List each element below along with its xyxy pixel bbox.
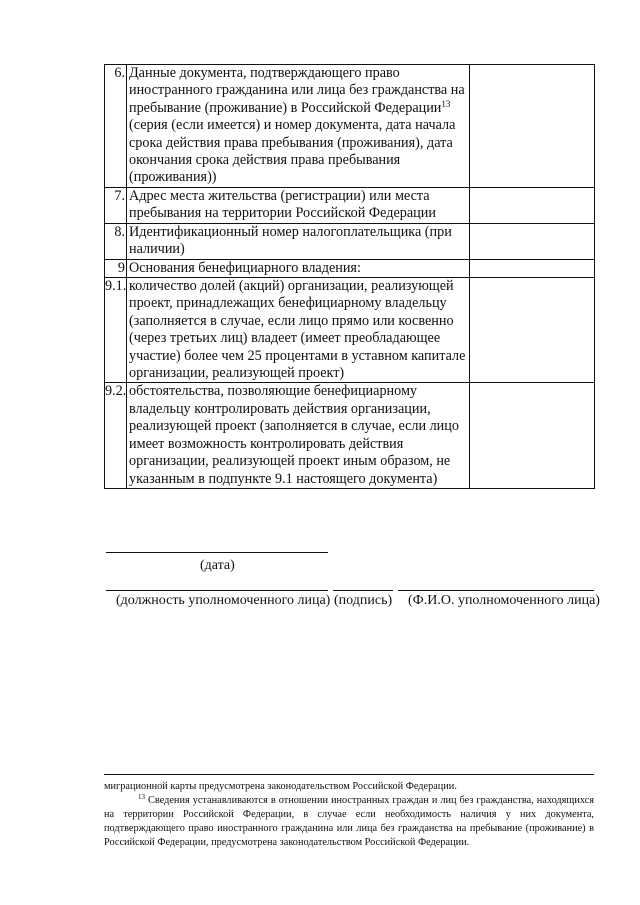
table-row (105, 259, 595, 277)
beneficiary-info-table (104, 64, 595, 489)
position-line[interactable] (106, 590, 328, 591)
row-number: 9.1. (105, 278, 127, 383)
value-cell[interactable] (470, 223, 595, 259)
value-cell[interactable] (470, 383, 595, 488)
row-number: 9 (105, 259, 127, 277)
table-row (105, 223, 595, 259)
footnote-text: Сведения устанавливаются в отношении иностранных граждан и лиц без гражданства, находящихся на территории Российской Федерации, в случае если необходимость наличия у них документа, подтверждающего право иностранного гражданина или лица без гражданства на пребывание (проживание) в Российской Федерации, предусмотрена законодательством Российской Федерации. (104, 795, 594, 848)
row-text-part: Данные документа, подтверждающего право иностранного гражданина или лица без гражданства на пребывание (проживание) в Российской Федерации (129, 65, 465, 116)
name-label: (Ф.И.О. уполномоченного лица) (408, 593, 600, 608)
footnotes (104, 780, 594, 850)
table-row (105, 188, 595, 224)
value-cell[interactable] (470, 278, 595, 383)
row-text: Основания бенефициарного владения: (127, 259, 470, 277)
footnote-separator (104, 774, 594, 775)
signature-label: (подпись) (334, 593, 393, 608)
date-label: (дата) (200, 558, 235, 573)
row-text: количество долей (акций) организации, реализующей проект, принадлежащих бенефициарному владельцу (заполняется в случае, если лицо прямо или косвенно (через третьих лиц) владеет (имеет преобладающее участие) более чем 25 процентами в уставном капитале организации, реализующей проект) (127, 278, 470, 383)
footnote-ref: 13 (441, 98, 451, 109)
row-number: 9.2. (105, 383, 127, 488)
position-label: (должность уполномоченного лица) (116, 593, 331, 608)
row-text: Идентификационный номер налогоплательщика (при наличии) (127, 223, 470, 259)
date-line[interactable] (106, 552, 328, 553)
row-number: 8. (105, 223, 127, 259)
row-text (127, 65, 470, 188)
row-text: обстоятельства, позволяющие бенефициарному владельцу контролировать действия организации, реализующей проект (заполняется в случае, если лицо имеет возможность контролировать действия организации, реализующей проект иным образом, не указанным в подпункте 9.1 настоящего документа) (127, 383, 470, 488)
row-number: 7. (105, 188, 127, 224)
row-number: 6. (105, 65, 127, 188)
name-line[interactable] (398, 590, 594, 591)
value-cell[interactable] (470, 188, 595, 224)
footnote-marker: 13 (138, 793, 145, 801)
row-text-part: (серия (если имеется) и номер документа, дата начала срока действия права пребывания (проживания), дата окончания срока действия права пребывания (проживания)) (129, 117, 456, 186)
value-cell[interactable] (470, 259, 595, 277)
footnote-13 (104, 794, 594, 850)
value-cell[interactable] (470, 65, 595, 188)
row-text: Адрес места жительства (регистрации) или места пребывания на территории Российской Федерации (127, 188, 470, 224)
table-row (105, 383, 595, 488)
signature-line[interactable] (333, 590, 393, 591)
table-row (105, 65, 595, 188)
table-row (105, 278, 595, 383)
footnote-continuation: миграционной карты предусмотрена законодательством Российской Федерации. (104, 781, 457, 792)
